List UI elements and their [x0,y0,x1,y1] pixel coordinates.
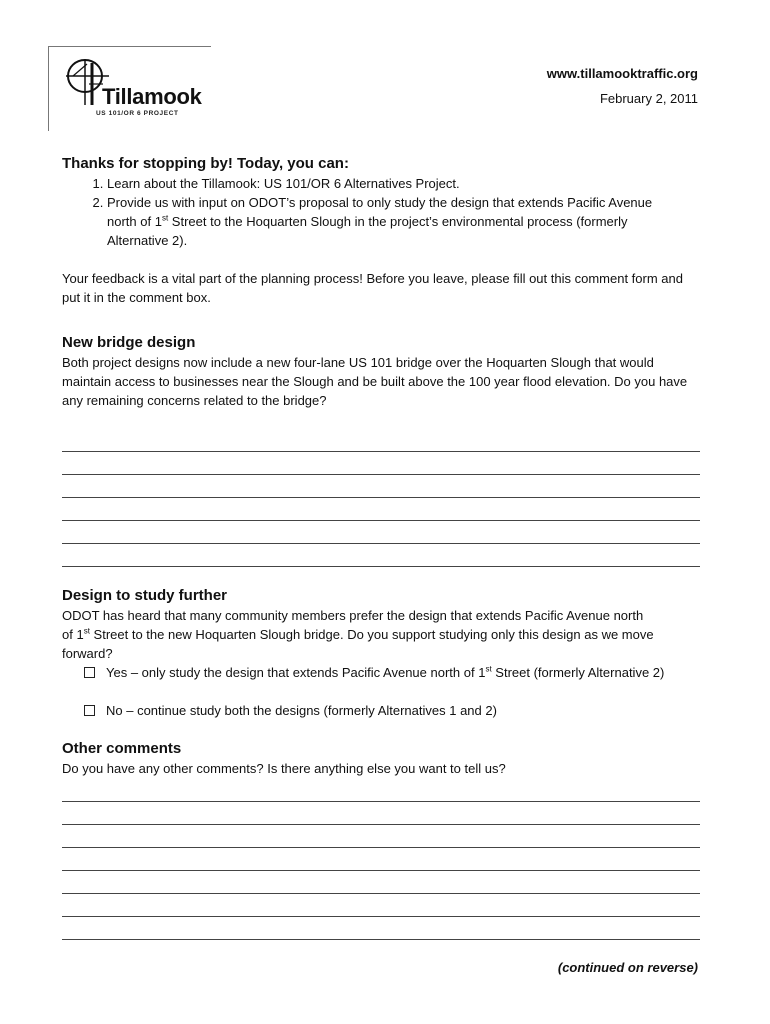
bridge-answer-line[interactable] [62,474,700,475]
option-yes-sup: st [485,664,492,674]
option-yes-pre: Yes – only study the design that extends Pacific Avenue north of 1 [106,665,486,680]
intro-item-2-pre: north of 1 [107,214,162,229]
logo-subtitle: US 101/OR 6 PROJECT [96,110,179,117]
study-text-pre: of 1 [62,627,84,642]
study-text-post: Street to the new Hoquarten Slough bridge. Do you support studying only this design as we move forward? [62,627,654,661]
document-date: February 2, 2011 [599,91,698,106]
study-text-line1: ODOT has heard that many community members prefer the design that extends Pacific Avenue north [62,608,644,623]
option-no[interactable] [84,701,704,720]
other-answer-line[interactable] [62,870,700,871]
header-info [547,66,698,106]
study-text [62,606,702,663]
other-answer-line[interactable] [62,916,700,917]
intro-item-2-line1: Provide us with input on ODOT’s proposal to only study the design that extends Pacific Avenue [107,195,653,210]
option-no-label: No – continue study both the designs (formerly Alternatives 1 and 2) [106,703,497,718]
intro-item-2 [107,193,702,250]
bridge-answer-line[interactable] [62,543,700,544]
option-yes-post: Street (formerly Alternative 2) [491,665,665,680]
other-answer-line[interactable] [62,939,700,940]
bridge-section [62,333,702,410]
study-section [62,586,702,663]
bridge-answer-line[interactable] [62,520,700,521]
intro-list [62,174,702,250]
study-text-sup: st [83,626,90,636]
other-heading: Other comments [62,740,182,757]
other-text: Do you have any other comments? Is there anything else you want to tell us? [62,761,506,776]
other-answer-line[interactable] [62,893,700,894]
bridge-heading: New bridge design [62,334,196,351]
bridge-answer-line[interactable] [62,566,700,567]
bridge-answer-line[interactable] [62,497,700,498]
bridge-answer-line[interactable] [62,451,700,452]
option-no-checkbox[interactable] [84,705,95,716]
intro-section [62,154,702,307]
option-yes[interactable] [84,663,704,682]
feedback-text: Your feedback is a vital part of the planning process! Before you leave, please fill out this comment form and put it in the comment box. [62,271,683,305]
website-url[interactable]: www.tillamooktraffic.org [546,66,698,81]
intro-item-2-sup: st [161,213,169,223]
intro-heading: Thanks for stopping by! Today, you can: [62,155,349,172]
other-section [62,739,702,778]
option-yes-checkbox[interactable] [84,667,95,678]
option-yes-label [84,663,704,682]
intro-item-2-post: Street to the Hoquarten Slough in the project’s environmental process (formerly [168,214,628,229]
study-heading: Design to study further [62,587,228,604]
logo-frame [48,46,211,131]
other-answer-line[interactable] [62,801,700,802]
other-answer-line[interactable] [62,824,700,825]
intro-item-1: 1. Learn about the Tillamook: US 101/OR 6 Alternatives Project. [107,174,702,193]
continued-note: (continued on reverse) [557,960,698,975]
intro-item-2-line3: Alternative 2). [107,233,188,248]
logo-name: Tillamook [102,84,202,109]
other-answer-line[interactable] [62,847,700,848]
bridge-text: Both project designs now include a new four-lane US 101 bridge over the Hoquarten Slough that would maintain access to businesses near the Slough and be built above the 100 year flood elevation. Do you have any remaining concerns related to the bridge? [62,355,688,408]
